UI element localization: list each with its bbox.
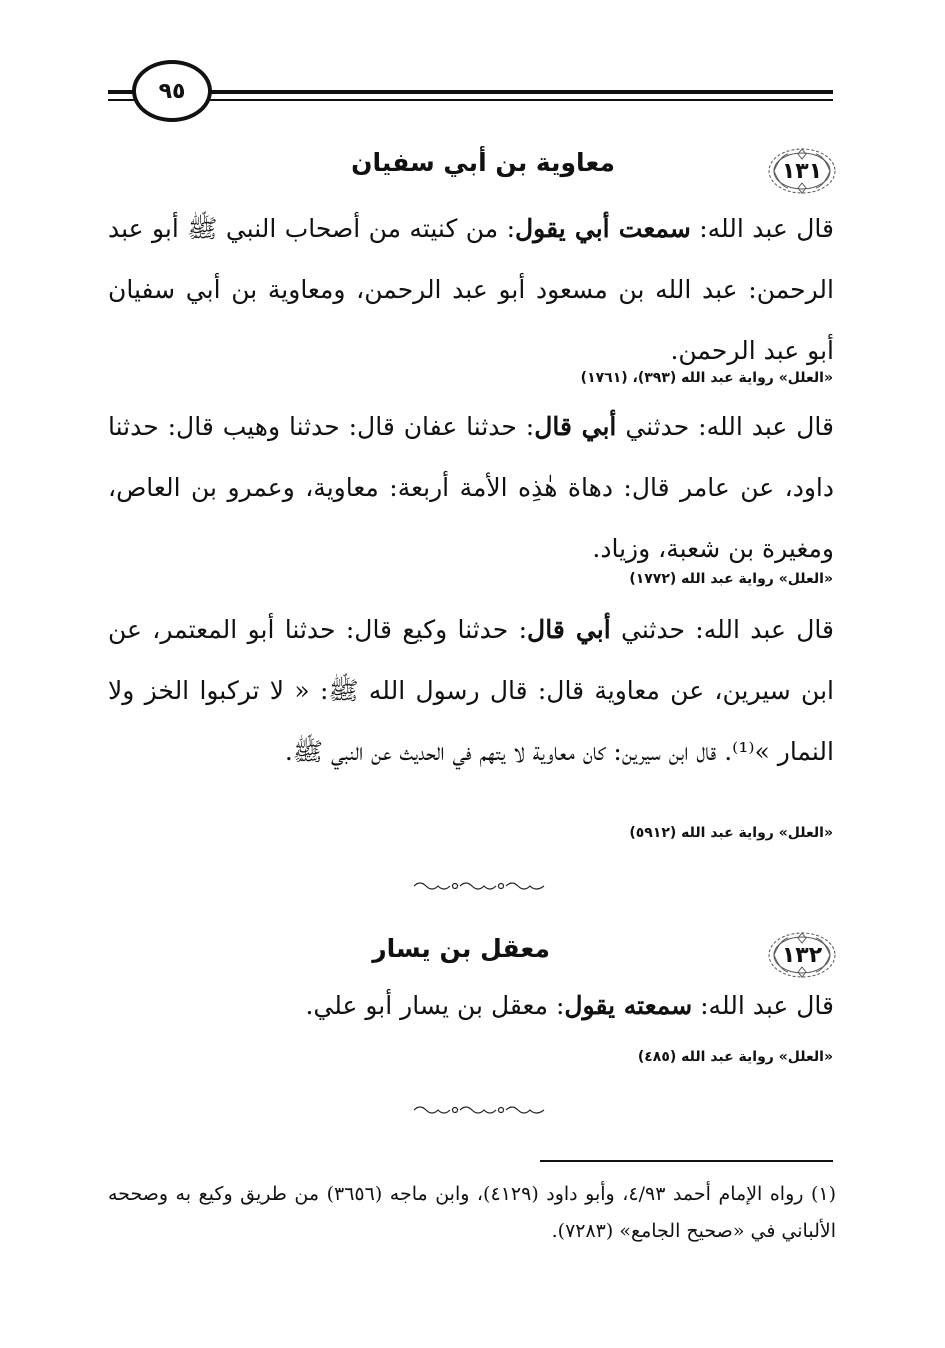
narration-lead: قال عبد الله: حدثني — [610, 615, 834, 644]
narration-bold: أبي قال — [527, 615, 611, 644]
entry-number-badge — [766, 146, 838, 196]
header-rule-thin — [160, 99, 833, 101]
source-citation: «العلل» رواية عبد الله (٥٩١٢) — [629, 825, 833, 841]
page-number: ٩٥ — [158, 78, 186, 104]
entry-number: ١٣٢ — [781, 942, 823, 968]
narration-lead: قال عبد الله: حدثني — [616, 412, 835, 441]
source-citation: «العلل» رواية عبد الله (٣٩٣)، (١٧٦١) — [580, 370, 833, 386]
narration-text: : معقل بن يسار أبو علي. — [305, 991, 565, 1020]
page-number-badge — [132, 60, 212, 122]
entry-title: معاوية بن أبي سفيان — [351, 148, 615, 177]
narration-text: : حدثنا وكيع قال: حدثنا أبو المعتمر، عن ابن سيرين، عن معاوية قال: قال رسول الله ﷺ: « لا تركبوا الخز ولا النمار »⁽¹⁾. قال ابن سيرين: كان معاوية لا يتهم في الحديث عن النبي ﷺ. — [108, 615, 834, 766]
entry-number-badge — [766, 930, 838, 980]
entry-number: ١٣١ — [781, 158, 823, 184]
footnote-rule — [540, 1160, 833, 1162]
narration-paragraph — [108, 975, 834, 1036]
narration-text: : من كنيته من أصحاب النبي ﷺ أبو عبد الرحمن: عبد الله بن مسعود أبو عبد الرحمن، ومعاوية بن أبي سفيان أبو عبد الرحمن. — [108, 214, 834, 365]
narration-bold: سمعته يقول — [564, 991, 693, 1020]
narration-text: : حدثنا عفان قال: حدثنا وهيب قال: حدثنا داود، عن عامر قال: دهاة هٰذِه الأمة أربعة: معاوية، وعمرو بن العاص، ومغيرة بن شعبة، وزياد. — [108, 412, 834, 563]
narration-lead: قال عبد الله: — [690, 214, 834, 243]
narration-paragraph — [108, 198, 834, 381]
narration-paragraph — [108, 396, 834, 579]
footnote: (١) رواه الإمام أحمد ٤/٩٣، وأبو داود (٤١٢٩)، وابن ماجه (٣٦٥٦) من طريق وكيع به وصححه الألباني في «صحيح الجامع» (٧٢٨٣). — [108, 1183, 836, 1242]
source-citation: «العلل» رواية عبد الله (١٧٧٢) — [629, 571, 833, 587]
narration-lead: قال عبد الله: — [692, 991, 834, 1020]
source-citation: «العلل» رواية عبد الله (٤٨٥) — [637, 1049, 833, 1065]
section-divider-ornament-icon — [410, 879, 550, 893]
entry-title: معقل بن يسار — [372, 934, 550, 963]
section-divider-ornament-icon — [410, 1103, 550, 1117]
narration-bold: سمعت أبي يقول — [515, 214, 691, 243]
narration-bold: أبي قال — [534, 412, 617, 441]
header-rule — [160, 90, 833, 94]
narration-paragraph — [108, 599, 834, 782]
